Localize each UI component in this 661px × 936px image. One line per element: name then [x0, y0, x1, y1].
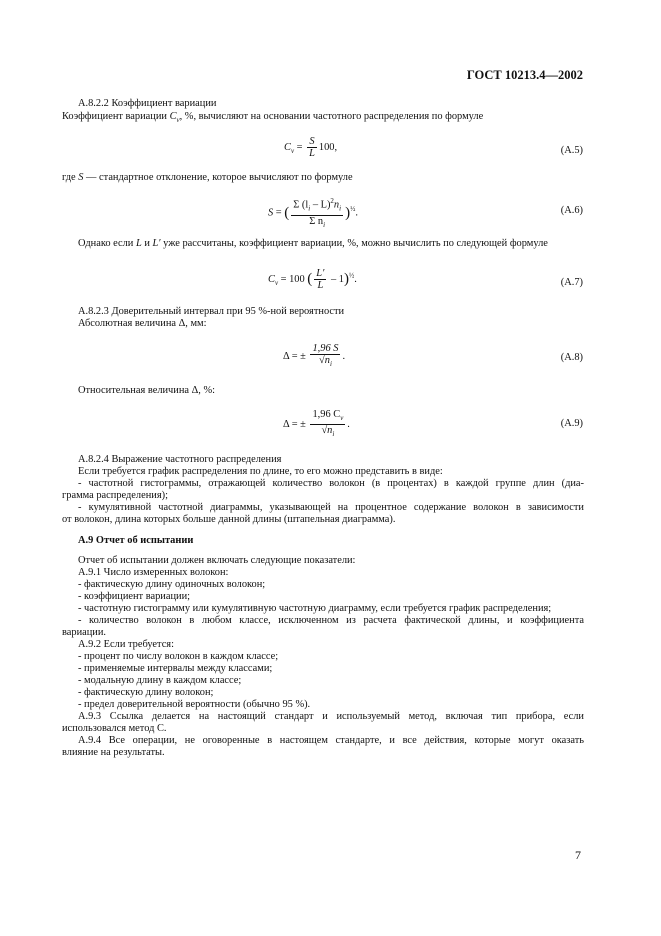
formula-a9: Δ = ± $\frac{1,96 C_v}{√n_i}$ . [283, 409, 350, 439]
section-title-a822: А.8.2.2 Коэффициент вариации [78, 98, 217, 109]
formula-number-a5: (А.5) [560, 145, 583, 156]
list-item: - коэффициент вариации; [78, 591, 191, 602]
list-item: - частотную гистограмму или кумулятивную частотную диаграмму, если требуется график распределения; [78, 603, 552, 614]
section-title-a824: А.8.2.4 Выражение частотного распределения [78, 454, 282, 465]
formula-a8: Δ = ± $\frac{1,96 S}{√n_i}$ . [283, 343, 346, 369]
paragraph-line: А.9.2 Если требуется: [78, 639, 174, 650]
paragraph-line: где S — стандартное отклонение, которое вычисляют по формуле [62, 172, 353, 183]
paragraph-line: - кумулятивной частотной диаграммы, указывающей на процентное содержание волокон в зависимости [78, 502, 584, 513]
list-item: - фактическую длину волокон; [78, 687, 214, 698]
list-item: - модальную длину в каждом классе; [78, 675, 242, 686]
paragraph-line: от волокон, длина которых больше данной длины (штапельная диаграмма). [62, 514, 396, 525]
list-item: - количество волокон в любом классе, исключенном из расчета фактической длины, и коэффициента [78, 615, 584, 626]
formula-a5: $C_v$ = $\frac{S}{L}$ 100, [284, 136, 338, 159]
list-item: - фактическую длину одиночных волокон; [78, 579, 266, 590]
paragraph-line: Если требуется график распределения по длине, то его можно представить в виде: [78, 466, 443, 477]
paragraph-line: влияние на результаты. [62, 747, 165, 758]
list-item: - предел доверительной вероятности (обычно 95 %). [78, 699, 311, 710]
list-item: - применяемые интервалы между классами; [78, 663, 273, 674]
document-header: ГОСТ 10213.4—2002 [466, 68, 583, 82]
page-number: 7 [575, 848, 581, 862]
formula-number-a9: (А.9) [560, 418, 583, 429]
paragraph-line: Коэффициент вариации $C_v$, %, вычисляют на основании частотного распределения по формуле [62, 111, 484, 125]
formula-a6: S = ( $\frac{\Sigma (l_i - L)^2n_i}{\Sigma n_i}$ )$^{\frac{1}{2}}$. [268, 197, 358, 229]
paragraph-line: Относительная величина Δ, %: [78, 385, 216, 396]
formula-number-a7: (А.7) [560, 277, 583, 288]
paragraph-line: вариации. [62, 627, 107, 638]
formula-number-a8: (А.8) [560, 352, 583, 363]
section-title-a9: А.9 Отчет об испытании [78, 535, 194, 546]
section-title-a823: А.8.2.3 Доверительный интервал при 95 %-ной вероятности [78, 306, 345, 317]
paragraph-line: А.9.3 Ссылка делается на настоящий стандарт и используемый метод, включая тип прибора, если [78, 711, 584, 722]
formula-a7: $C_v = 100$ ( $\frac{L'}{L}$ – 1)$^{\frac{1}{2}}$. [268, 268, 357, 291]
formula-number-a6: (А.6) [560, 205, 583, 216]
paragraph-line: использовался метод С. [62, 723, 167, 734]
paragraph-line: Отчет об испытании должен включать следующие показатели: [78, 555, 356, 566]
paragraph-line: А.9.4 Все операции, не оговоренные в настоящем стандарте, и все действия, которые могут оказать [78, 735, 584, 746]
paragraph-line: Абсолютная величина Δ, мм: [78, 318, 207, 329]
paragraph-line: - частотной гистограммы, отражающей количество волокон (в процентах) в каждой группе длин (диа- [78, 478, 584, 489]
paragraph-line: А.9.1 Число измеренных волокон: [78, 567, 229, 578]
list-item: - процент по числу волокон в каждом классе; [78, 651, 279, 662]
paragraph-line: Однако если L и L′ уже рассчитаны, коэффициент вариации, %, можно вычислить по следующей формуле [78, 238, 548, 249]
paragraph-line: грамма распределения); [62, 490, 168, 501]
